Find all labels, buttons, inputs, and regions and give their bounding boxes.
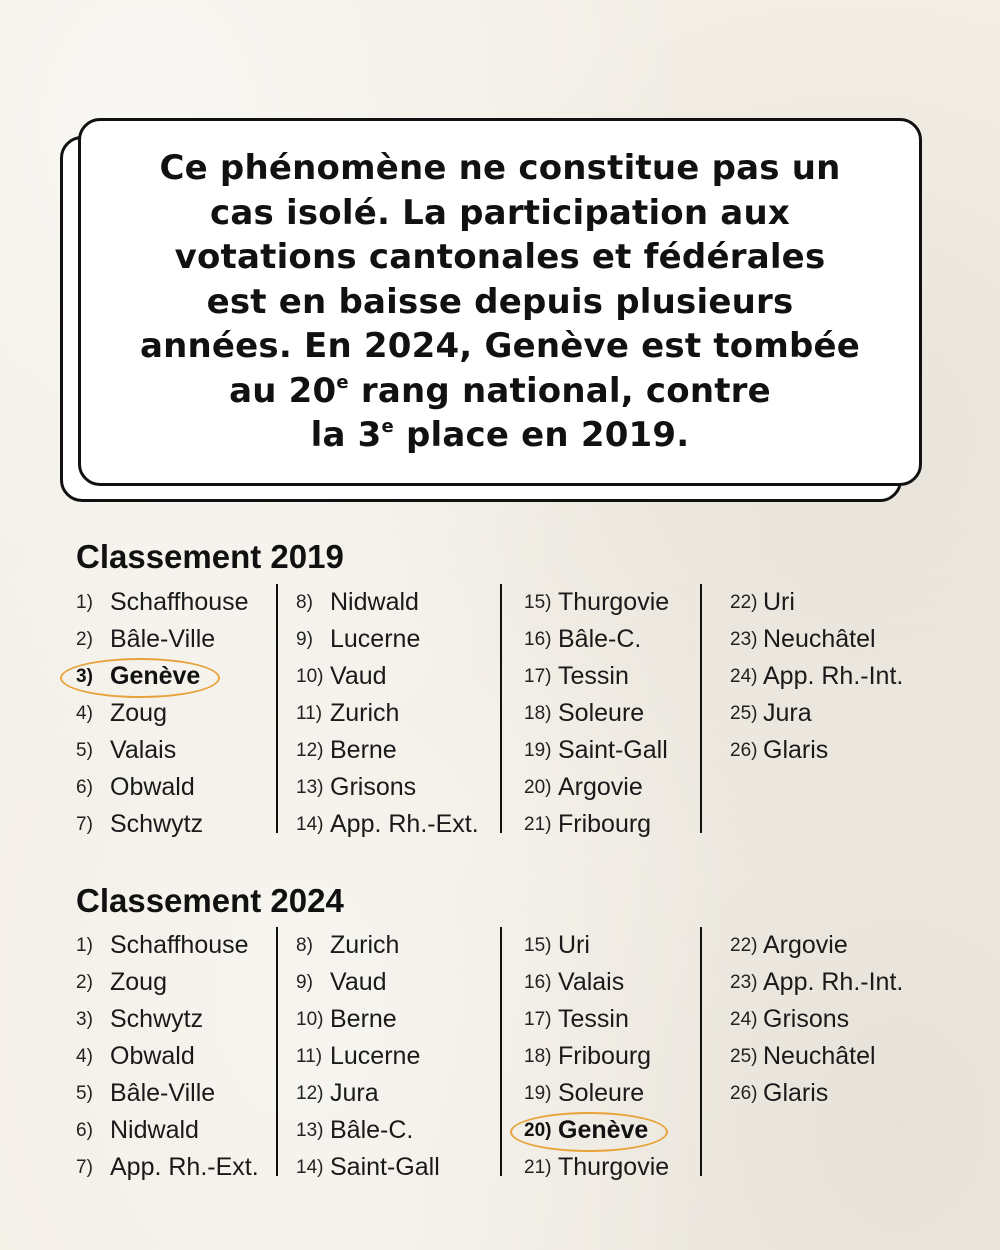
canton-name: Schwytz (110, 810, 204, 838)
canton-name: Neuchâtel (763, 1042, 876, 1070)
canton-name: Jura (763, 699, 812, 727)
quote-line: Ce phénomène ne constitue pas un (159, 148, 841, 189)
rank-number: 14) (296, 813, 324, 835)
ranking-row (76, 1001, 259, 1038)
rank-number: 2) (76, 628, 93, 650)
rank-number: 16) (524, 628, 552, 650)
ranking-row (730, 964, 903, 1001)
ranking-row (76, 621, 249, 658)
ranking-row (524, 658, 669, 695)
rank-number: 25) (730, 702, 758, 724)
superscript: e (381, 416, 394, 438)
section-title-2019: Classement 2019 (76, 538, 344, 575)
ranking-row (296, 1149, 440, 1186)
ranking-row (296, 1038, 440, 1075)
quote-line (100, 413, 900, 458)
column-divider (700, 927, 702, 1176)
canton-name: Argovie (763, 931, 848, 959)
rank-number: 9) (296, 628, 313, 650)
quote-fragment: la 3 (310, 415, 382, 456)
quote-fragment: place en 2019. (393, 415, 690, 456)
rank-number: 6) (76, 1119, 93, 1141)
rank-number: 19) (524, 739, 552, 761)
quote-line (100, 369, 900, 414)
canton-name: Bâle-Ville (110, 1079, 216, 1107)
rank-number: 10) (296, 1008, 324, 1030)
canton-name: Genève (558, 1116, 649, 1144)
ranking-row (524, 732, 669, 769)
section-title-2024: Classement 2024 (76, 882, 344, 919)
column-divider (700, 584, 702, 833)
canton-name: Bâle-C. (558, 625, 642, 653)
canton-name: Tessin (558, 662, 629, 690)
rank-number: 5) (76, 739, 93, 761)
rank-number: 23) (730, 628, 758, 650)
ranking-row (76, 732, 249, 769)
column-divider (500, 584, 502, 833)
canton-name: Berne (330, 1005, 397, 1033)
rank-number: 11) (296, 702, 323, 724)
ranking-row-highlighted (524, 1112, 669, 1149)
canton-name: App. Rh.-Ext. (330, 810, 479, 838)
canton-name: App. Rh.-Int. (763, 662, 904, 690)
ranking-row (524, 584, 669, 621)
rank-number: 15) (524, 934, 552, 956)
canton-name: Bâle-C. (330, 1116, 414, 1144)
ranking-row (76, 584, 249, 621)
canton-name: Schaffhouse (110, 588, 249, 616)
rank-number: 5) (76, 1082, 93, 1104)
ranking-row (296, 1112, 440, 1149)
ranking-row (296, 1001, 440, 1038)
rank-number: 18) (524, 702, 552, 724)
canton-name: Glaris (763, 1079, 829, 1107)
rank-number: 22) (730, 934, 758, 956)
ranking-column (730, 584, 903, 769)
quote-line: années. En 2024, Genève est tombée (139, 326, 861, 367)
rank-number: 26) (730, 1082, 758, 1104)
canton-name: Saint-Gall (330, 1153, 440, 1181)
rank-number: 26) (730, 739, 758, 761)
rank-number: 17) (524, 1008, 552, 1030)
ranking-row (524, 695, 669, 732)
canton-name: Uri (558, 931, 590, 959)
canton-name: Bâle-Ville (110, 625, 216, 653)
rank-number: 12) (296, 1082, 324, 1104)
quote-line: cas isolé. La participation aux (210, 192, 790, 233)
ranking-row (296, 732, 479, 769)
ranking-row (76, 927, 259, 964)
ranking-row (76, 1075, 259, 1112)
ranking-row (296, 621, 479, 658)
canton-name: Obwald (110, 773, 195, 801)
ranking-row (730, 621, 903, 658)
rank-number: 23) (730, 971, 758, 993)
ranking-row (76, 1112, 259, 1149)
canton-name: Fribourg (558, 810, 652, 838)
column-divider (276, 584, 278, 833)
rank-number: 3) (76, 1008, 93, 1030)
canton-name: Nidwald (110, 1116, 199, 1144)
rank-number: 21) (524, 813, 552, 835)
quote-fragment: au 20 (229, 370, 337, 411)
ranking-row (730, 1038, 903, 1075)
canton-name: Zurich (330, 699, 400, 727)
ranking-row (296, 964, 440, 1001)
ranking-row (76, 806, 249, 843)
rank-number: 2) (76, 971, 93, 993)
canton-name: Lucerne (330, 625, 421, 653)
rank-number: 4) (76, 702, 93, 724)
ranking-row (296, 658, 479, 695)
rank-number: 22) (730, 591, 758, 613)
rank-number: 1) (76, 591, 93, 613)
canton-name: Zoug (110, 968, 167, 996)
canton-name: Grisons (763, 1005, 850, 1033)
rank-number: 8) (296, 934, 313, 956)
quote-text (100, 146, 900, 458)
ranking-row (730, 1075, 903, 1112)
ranking-row (524, 964, 669, 1001)
canton-name: App. Rh.-Ext. (110, 1153, 259, 1181)
canton-name: Jura (330, 1079, 379, 1107)
rank-number: 13) (296, 1119, 324, 1141)
rank-number: 24) (730, 1008, 758, 1030)
rank-number: 16) (524, 971, 552, 993)
canton-name: Soleure (558, 1079, 645, 1107)
ranking-row (296, 584, 479, 621)
canton-name: Thurgovie (558, 588, 670, 616)
canton-name: Grisons (330, 773, 417, 801)
rank-number: 10) (296, 665, 324, 687)
ranking-row (296, 806, 479, 843)
ranking-row (296, 769, 479, 806)
ranking-row (730, 695, 903, 732)
rank-number: 7) (76, 1156, 93, 1178)
ranking-row (730, 658, 903, 695)
ranking-row (296, 695, 479, 732)
ranking-column (730, 927, 903, 1112)
ranking-row (730, 1001, 903, 1038)
canton-name: Valais (558, 968, 625, 996)
ranking-column (296, 927, 440, 1186)
canton-name: Zoug (110, 699, 167, 727)
ranking-row (524, 1038, 669, 1075)
ranking-row (730, 584, 903, 621)
ranking-row (524, 806, 669, 843)
ranking-row-highlighted (76, 658, 249, 695)
canton-name: Nidwald (330, 588, 419, 616)
canton-name: Schaffhouse (110, 931, 249, 959)
rank-number: 12) (296, 739, 324, 761)
rank-number: 19) (524, 1082, 552, 1104)
quote-line: est en baisse depuis plusieurs (206, 281, 794, 322)
canton-name: Fribourg (558, 1042, 652, 1070)
rank-number: 14) (296, 1156, 324, 1178)
canton-name: App. Rh.-Int. (763, 968, 904, 996)
ranking-row (730, 927, 903, 964)
ranking-column (76, 927, 259, 1186)
superscript: e (336, 371, 349, 393)
ranking-row (76, 1149, 259, 1186)
canton-name: Vaud (330, 968, 387, 996)
rank-number: 24) (730, 665, 758, 687)
canton-name: Zurich (330, 931, 400, 959)
canton-name: Saint-Gall (558, 736, 668, 764)
rank-number: 6) (76, 776, 93, 798)
ranking-row (524, 1075, 669, 1112)
canton-name: Uri (763, 588, 795, 616)
ranking-column (296, 584, 479, 843)
canton-name: Schwytz (110, 1005, 204, 1033)
ranking-column (76, 584, 249, 843)
rank-number: 21) (524, 1156, 552, 1178)
rank-number: 3) (76, 665, 93, 687)
rank-number: 15) (524, 591, 552, 613)
rank-number: 17) (524, 665, 552, 687)
ranking-column (524, 927, 669, 1186)
rank-number: 4) (76, 1045, 93, 1067)
ranking-2024 (0, 927, 1000, 1187)
rank-number: 8) (296, 591, 313, 613)
ranking-row (524, 1001, 669, 1038)
canton-name: Soleure (558, 699, 645, 727)
rank-number: 18) (524, 1045, 552, 1067)
rank-number: 20) (524, 1119, 552, 1141)
column-divider (500, 927, 502, 1176)
canton-name: Lucerne (330, 1042, 421, 1070)
canton-name: Neuchâtel (763, 625, 876, 653)
canton-name: Obwald (110, 1042, 195, 1070)
quote-card (78, 118, 922, 486)
ranking-row (730, 732, 903, 769)
ranking-row (76, 695, 249, 732)
ranking-2019 (0, 584, 1000, 844)
ranking-row (524, 621, 669, 658)
quote-line: votations cantonales et fédérales (174, 237, 826, 278)
ranking-row (524, 769, 669, 806)
canton-name: Glaris (763, 736, 829, 764)
ranking-row (296, 1075, 440, 1112)
quote-fragment: rang national, contre (348, 370, 771, 411)
rank-number: 11) (296, 1045, 323, 1067)
ranking-row (76, 769, 249, 806)
rank-number: 1) (76, 934, 93, 956)
column-divider (276, 927, 278, 1176)
rank-number: 13) (296, 776, 324, 798)
ranking-row (76, 1038, 259, 1075)
canton-name: Tessin (558, 1005, 629, 1033)
canton-name: Berne (330, 736, 397, 764)
rank-number: 9) (296, 971, 313, 993)
canton-name: Genève (110, 662, 201, 690)
canton-name: Thurgovie (558, 1153, 670, 1181)
canton-name: Valais (110, 736, 177, 764)
rank-number: 7) (76, 813, 93, 835)
rank-number: 25) (730, 1045, 758, 1067)
ranking-row (524, 1149, 669, 1186)
canton-name: Vaud (330, 662, 387, 690)
ranking-column (524, 584, 669, 843)
canton-name: Argovie (558, 773, 643, 801)
ranking-row (296, 927, 440, 964)
ranking-row (524, 927, 669, 964)
rank-number: 20) (524, 776, 552, 798)
ranking-row (76, 964, 259, 1001)
